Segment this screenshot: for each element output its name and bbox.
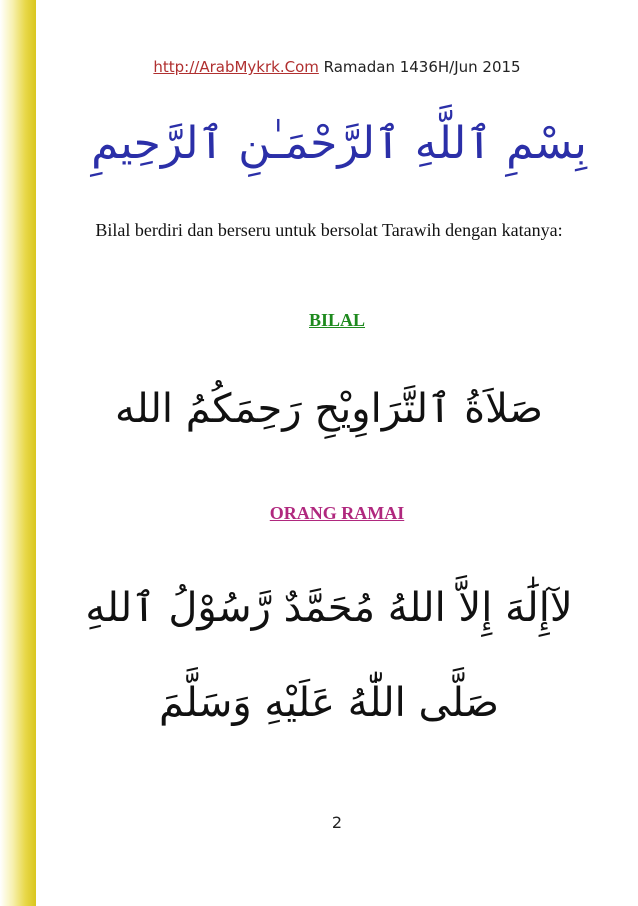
ramai-arabic-line-1: لآإِلَٰهَ إِلاَّ اللهُ مُحَمَّدٌ رَّسُوْلُ ٱللهِ (85, 585, 573, 631)
website-link[interactable]: http://ArabMykrk.Com (153, 58, 319, 76)
decorative-side-bar (0, 0, 36, 906)
page-number: 2 (331, 813, 343, 832)
header-date: Ramadan 1436H/Jun 2015 (323, 58, 521, 76)
basmala-text: بِسْمِ ٱللَّهِ ٱلرَّحْمَـٰنِ ٱلرَّحِيمِ (91, 118, 587, 169)
ramai-arabic-line-2: صَلَّى اللّٰهُ عَلَيْهِ وَسَلَّمَ (159, 680, 499, 726)
speaker-label-bilal: BILAL (308, 310, 366, 330)
intro-paragraph: Bilal berdiri dan berseru untuk bersolat Tarawih dengan katanya: (95, 220, 563, 240)
speaker-label-orang-ramai: ORANG RAMAI (269, 503, 405, 523)
bilal-arabic-call: صَلاَةُ ٱلتَّرَاوِيْحِ رَحِمَكُمُ الله (115, 386, 543, 432)
page-header (36, 58, 638, 76)
